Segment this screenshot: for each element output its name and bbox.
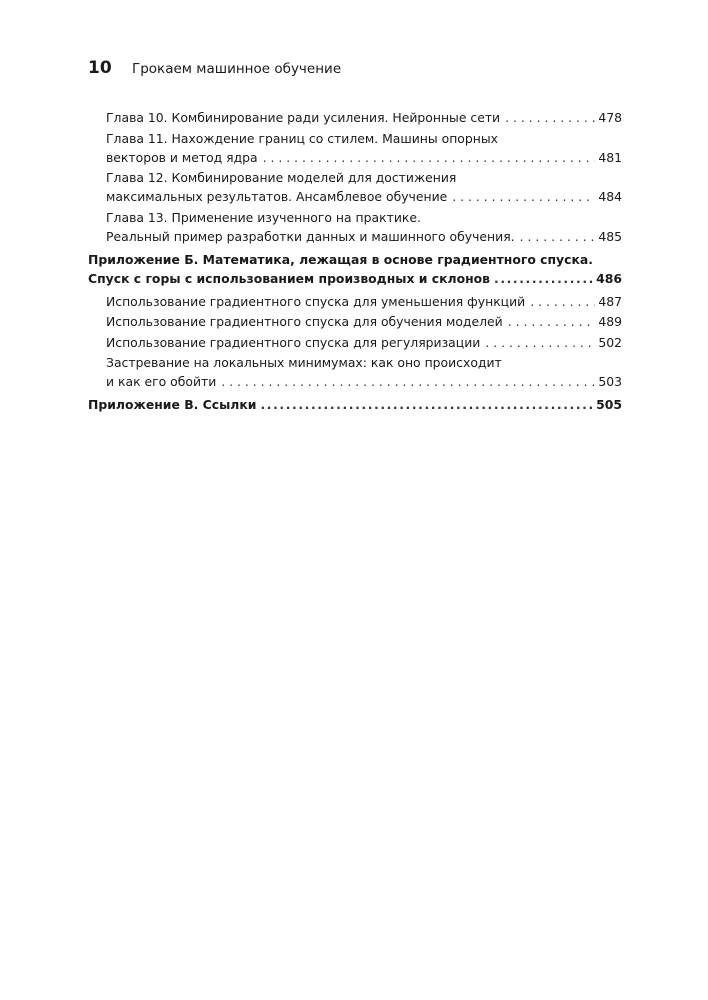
toc-entry-chapter-13[interactable]: [88, 208, 622, 246]
toc-entry-line: [88, 395, 622, 414]
table-of-contents: [88, 108, 622, 414]
toc-entry-page: 485: [598, 228, 622, 244]
dot-leader: [263, 148, 596, 167]
toc-entry-local-minima[interactable]: [88, 353, 622, 391]
toc-entry-title-line-2: векторов и метод ядра: [106, 149, 258, 165]
dot-leader: [452, 187, 595, 206]
toc-entry-title: Глава 10. Комбинирование ради усиления. Нейронные сети: [106, 110, 501, 125]
dot-leader: [520, 227, 596, 246]
toc-entry-title: Использование градиентного спуска для уменьшения функций: [106, 293, 526, 309]
toc-entry-title-line-1: Глава 12. Комбинирование моделей для достижения: [106, 170, 457, 185]
running-title: Грокаем машинное обучение: [132, 61, 342, 77]
toc-entry-title-line-1: Приложение Б. Математика, лежащая в основе градиентного спуска.: [88, 251, 593, 267]
toc-entry-page: 489: [598, 314, 622, 329]
toc-entry-page: 505: [596, 397, 622, 412]
toc-entry-page: 487: [598, 293, 622, 309]
toc-entry-title-line-1: Застревание на локальных минимумах: как оно происходит: [106, 355, 502, 370]
toc-entry-page: 503: [598, 374, 622, 389]
toc-entry-title-line-2: максимальных результатов. Ансамблевое обучение: [106, 189, 448, 204]
toc-entry-line: [106, 187, 622, 206]
toc-entry-chapter-11[interactable]: [88, 129, 622, 167]
dot-leader: [485, 333, 595, 352]
dot-leader: [260, 395, 595, 414]
toc-entry-line: [106, 108, 622, 127]
toc-entry-title-line-1: Глава 13. Применение изученного на практике.: [106, 209, 421, 225]
dot-leader: [508, 312, 596, 331]
toc-entry-appendix-b[interactable]: [88, 250, 622, 288]
toc-entry-page: 478: [598, 110, 622, 125]
toc-entry-gd-regularization[interactable]: [88, 333, 622, 352]
toc-entry-page: 484: [598, 189, 622, 204]
toc-entry-appendix-v[interactable]: [88, 395, 622, 414]
toc-entry-page: 486: [596, 270, 622, 286]
toc-entry-title-line-2: Реальный пример разработки данных и машинного обучения.: [106, 228, 515, 244]
toc-entry-line: [106, 372, 622, 391]
toc-entry-line: [106, 227, 622, 246]
toc-entry-chapter-10[interactable]: [88, 108, 622, 127]
toc-entry-page: 502: [598, 334, 622, 350]
toc-entry-title: Приложение В. Ссылки: [88, 397, 257, 412]
toc-entry-title: Использование градиентного спуска для регуляризации: [106, 334, 481, 350]
toc-entry-page: 481: [598, 149, 622, 165]
toc-entry-chapter-12[interactable]: [88, 168, 622, 206]
dot-leader: [221, 372, 595, 391]
toc-entry-line: [88, 269, 622, 288]
toc-entry-line: [106, 312, 622, 331]
page-number: 10: [88, 58, 112, 78]
running-header: [88, 58, 341, 78]
toc-entry-gd-reduce-functions[interactable]: [88, 292, 622, 311]
dot-leader: [530, 292, 595, 311]
dot-leader: [494, 269, 595, 288]
toc-entry-gd-train-models[interactable]: [88, 312, 622, 331]
toc-entry-title-line-2: Спуск с горы с использованием производных и склонов: [88, 270, 491, 286]
toc-entry-line: [106, 292, 622, 311]
toc-entry-title-line-1: Глава 11. Нахождение границ со стилем. Машины опорных: [106, 130, 498, 146]
toc-entry-title-line-2: и как его обойти: [106, 374, 217, 389]
toc-entry-title: Использование градиентного спуска для обучения моделей: [106, 314, 503, 329]
toc-entry-line: [106, 333, 622, 352]
toc-entry-line: [106, 148, 622, 167]
dot-leader: [505, 108, 595, 127]
